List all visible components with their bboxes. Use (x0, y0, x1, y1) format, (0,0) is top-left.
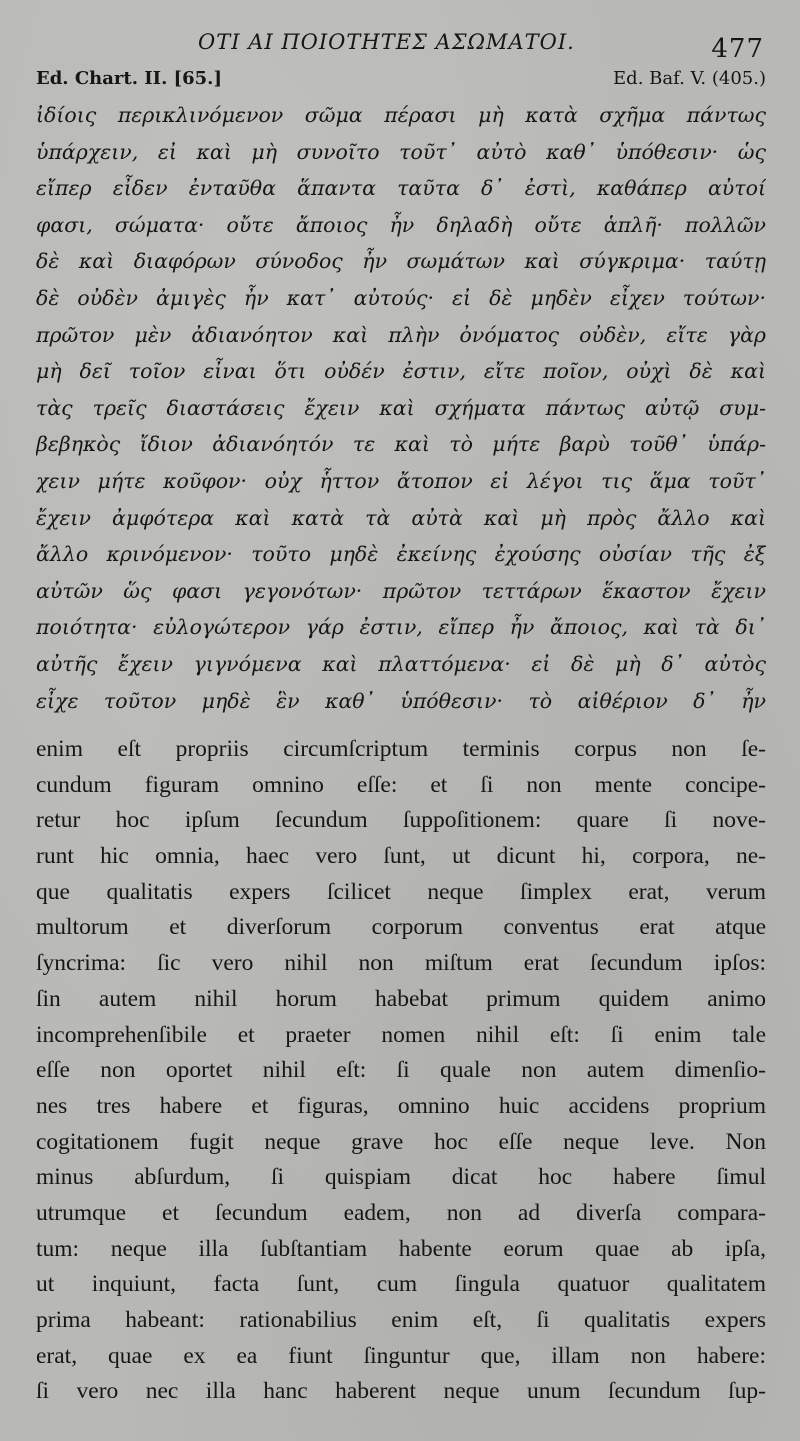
latin-line: eſſe non oportet nihil eſt: ſi quale non autem dimenſio- (36, 1057, 766, 1084)
latin-line: nes tres habere et figuras, omnino huic accidens proprium (36, 1092, 766, 1119)
latin-line: erat, quae ex ea fiunt ſinguntur que, illam non habere: (36, 1342, 766, 1369)
greek-line: ποιότητα· εὐλογώτερον γάρ ἐστιν, εἴπερ ἦν ἄποιος, καὶ τὰ δι᾽ (36, 615, 766, 640)
running-title: ΟΤΙ ΑΙ ΠΟΙΟΤΗΤΕΣ ΑΣΩΜΑΤΟΙ. (198, 30, 575, 54)
greek-line: φασι, σώματα· οὔτε ἄποιος ἦν δηλαδὴ οὔτε ἁπλῆ· πολλῶν (36, 212, 766, 237)
page-number: 477 (711, 34, 764, 64)
latin-line: cogitationem fugit neque grave hoc eſſe neque leve. Non (36, 1128, 766, 1155)
greek-line: δὲ καὶ διαφόρων σύνοδος ἦν σωμάτων καὶ σύγκριμα· ταύτῃ (36, 249, 766, 274)
latin-line: runt hic omnia, haec vero ſunt, ut dicunt hi, corpora, ne- (36, 843, 766, 870)
greek-line: χειν μήτε κοῦφον· οὐχ ἧττον ἄτοπον εἰ λέγοι τις ἅμα τοῦτ᾽ (36, 468, 766, 493)
latin-line: ut inquiunt, facta ſunt, cum ſingula quatuor qualitatem (36, 1271, 766, 1298)
greek-line: εἶχε τοῦτον μηδὲ ἓν καθ᾽ ὑπόθεσιν· τὸ αἰθέριον δ᾽ ἦν (36, 688, 766, 713)
greek-line: βεβηκὸς ἴδιον ἀδιανόητόν τε καὶ τὸ μήτε βαρὺ τοῦθ᾽ ὑπάρ- (36, 432, 766, 457)
greek-line: δὲ οὐδὲν ἀμιγὲς ἦν κατ᾽ αὐτούς· εἰ δὲ μηδὲν εἶχεν τούτων· (36, 285, 766, 310)
edition-basel-reference: Ed. Baf. V. (405.) (613, 68, 766, 89)
latin-line: utrumque et ſecundum eadem, non ad diverſa compara- (36, 1199, 766, 1226)
greek-line: τὰς τρεῖς διαστάσεις ἔχειν καὶ σχήματα πάντως αὐτῷ συμ- (36, 395, 766, 420)
greek-line: αὐτῆς ἔχειν γιγνόμενα καὶ πλαττόμενα· εἰ δὲ μὴ δ᾽ αὐτὸς (36, 651, 766, 676)
greek-text-block (36, 97, 766, 719)
latin-line: incomprehenſibile et praeter nomen nihil eſt: ſi enim tale (36, 1021, 766, 1048)
latin-line: ſin autem nihil horum habebat primum quidem animo (36, 985, 766, 1012)
latin-line: multorum et diverſorum corporum conventus erat atque (36, 914, 766, 941)
greek-line: ὑπάρχειν, εἰ καὶ μὴ συνοῖτο τοῦτ᾽ αὐτὸ καθ᾽ ὑπόθεσιν· ὡς (36, 139, 766, 164)
greek-line: αὐτῶν ὥς φασι γεγονότων· πρῶτον τεττάρων ἕκαστον ἔχειν (36, 578, 766, 603)
latin-text-block (36, 732, 766, 1410)
latin-line: minus abſurdum, ſi quispiam dicat hoc habere ſimul (36, 1164, 766, 1191)
greek-line: ἄλλο κρινόμενον· τοῦτο μηδὲ ἐκείνης ἐχούσης οὐσίαν τῆς ἐξ (36, 542, 766, 567)
greek-line: ἔχειν ἀμφότερα καὶ κατὰ τὰ αὐτὰ καὶ μὴ πρὸς ἄλλο καὶ (36, 505, 766, 530)
latin-line: prima habeant: rationabilius enim eſt, ſi qualitatis expers (36, 1307, 766, 1333)
latin-line: cundum figuram omnino eſſe: et ſi non mente concipe- (36, 771, 766, 798)
latin-line: tum: neque illa ſubſtantiam habente eorum quae ab ipſa, (36, 1235, 766, 1262)
greek-line: πρῶτον μὲν ἀδιανόητον καὶ πλὴν ὀνόματος οὐδὲν, εἴτε γὰρ (36, 322, 766, 347)
latin-line: enim eſt propriis circumſcriptum terminis corpus non ſe- (36, 736, 766, 762)
latin-line: ſi vero nec illa hanc haberent neque unum ſecundum ſup- (36, 1378, 766, 1405)
latin-line: ſyncrima: ſic vero nihil non miſtum erat ſecundum ipſos: (36, 950, 766, 977)
edition-chart-reference: Ed. Chart. II. [65.] (36, 68, 222, 89)
latin-line: que qualitatis expers ſcilicet neque ſimplex erat, verum (36, 878, 766, 905)
greek-line: μὴ δεῖ τοῖον εἶναι ὅτι οὐδέν ἐστιν, εἴτε ποῖον, οὐχὶ δὲ καὶ (36, 359, 766, 384)
latin-line: retur hoc ipſum ſecundum ſuppoſitionem: quare ſi nove- (36, 807, 766, 834)
greek-line: εἴπερ εἶδεν ἐνταῦθα ἅπαντα ταῦτα δ᾽ ἐστὶ, καθάπερ αὐτοί (36, 176, 766, 201)
greek-line: ἰδίοις περικλινόμενον σῶμα πέρασι μὴ κατὰ σχῆμα πάντως (36, 103, 766, 127)
